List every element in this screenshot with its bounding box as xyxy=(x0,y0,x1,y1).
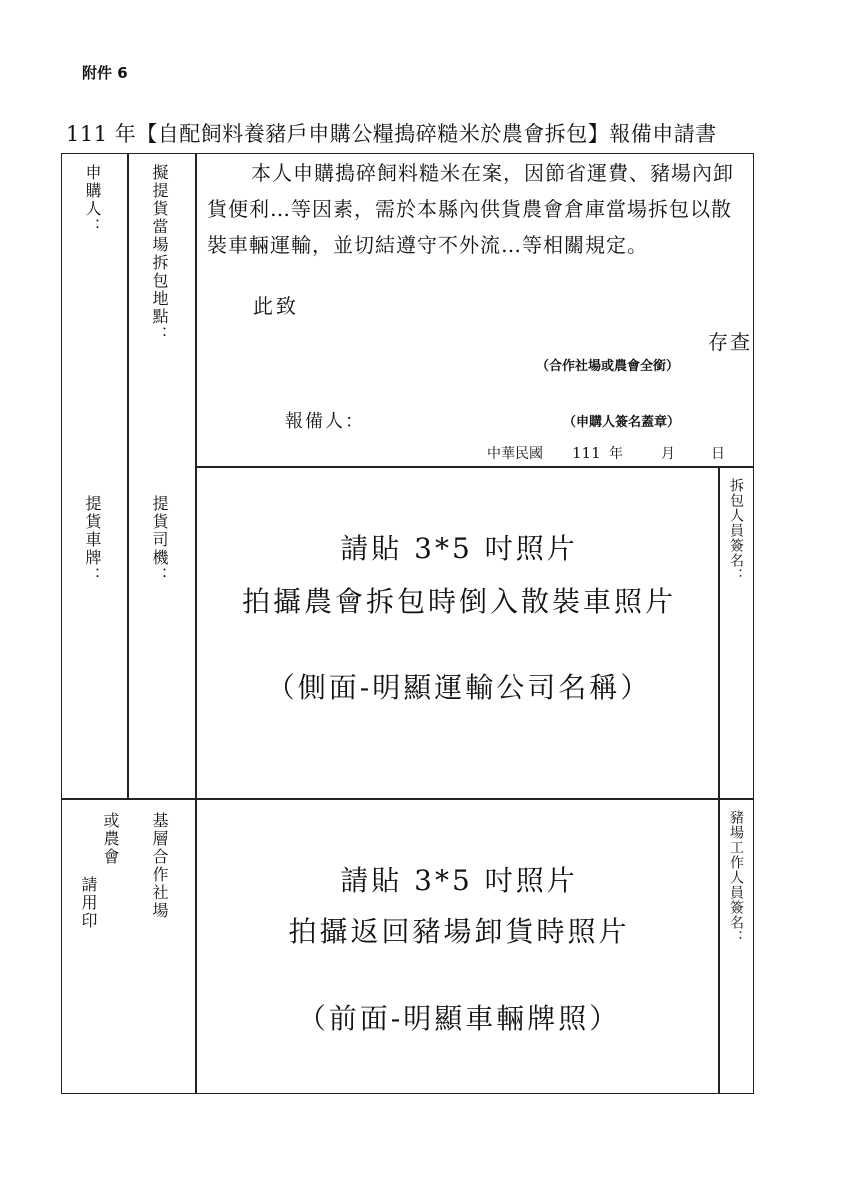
photo1-line2: 拍攝農會拆包時倒入散裝車照片 xyxy=(241,585,676,618)
or-farmers-association-label: 或農會 xyxy=(101,812,120,866)
divider-label-column xyxy=(195,153,197,1094)
date-year-unit: 年 xyxy=(609,446,623,462)
photo2-line2: 拍攝返回豬場卸貨時照片 xyxy=(288,915,630,948)
date-day-unit: 日 xyxy=(711,446,725,462)
date-year: 111 xyxy=(572,444,601,462)
sign-note: （申購人簽名蓋章） xyxy=(563,415,681,430)
photo1-line3: （側面-明顯運輸公司名稱） xyxy=(266,671,652,704)
driver-label: 提貨司機： xyxy=(150,495,169,585)
salutation: 此致 xyxy=(253,294,299,318)
farm-staff-signature-label: 豬場工作人員簽名： xyxy=(728,810,744,945)
stamp-note: （合作社場或農會全銜） xyxy=(536,359,680,374)
divider-declaration xyxy=(195,466,754,468)
coop-label: 基層合作社場 xyxy=(150,812,169,920)
please-stamp-label: 請用印 xyxy=(79,876,98,930)
date-prefix: 中華民國 xyxy=(487,446,543,462)
date-month-unit: 月 xyxy=(661,446,675,462)
vehicle-plate-label: 提貨車牌： xyxy=(83,495,102,585)
photo1-line1: 請貼 3*5 吋照片 xyxy=(340,532,578,565)
pickup-location-label: 擬提貨當場拆包地點： xyxy=(150,164,169,344)
divider-lower-section xyxy=(61,798,754,800)
declaration-paragraph: 本人申購搗碎飼料糙米在案，因節省運費、豬場內卸貨便利…等因素，需於本縣內供貨農會倉庫當場拆包以散裝車輛運輸，並切結遵守不外流…等相關規定。 xyxy=(207,161,734,257)
form-title: 111 年【自配飼料養豬戶申購公糧搗碎糙米於農會拆包】報備申請書 xyxy=(66,122,717,146)
date-line xyxy=(487,443,725,463)
unpack-signature-label: 拆包人員簽名： xyxy=(728,478,744,583)
photo2-line3: （前面-明顯車輛牌照） xyxy=(297,1002,621,1035)
file-note: 存查 xyxy=(708,330,752,354)
divider-left-column xyxy=(127,153,129,799)
reporter-label: 報備人： xyxy=(285,411,365,432)
attachment-label: 附件 6 xyxy=(82,64,128,82)
photo2-line1: 請貼 3*5 吋照片 xyxy=(340,864,578,897)
applicant-label: 申購人： xyxy=(83,164,102,236)
